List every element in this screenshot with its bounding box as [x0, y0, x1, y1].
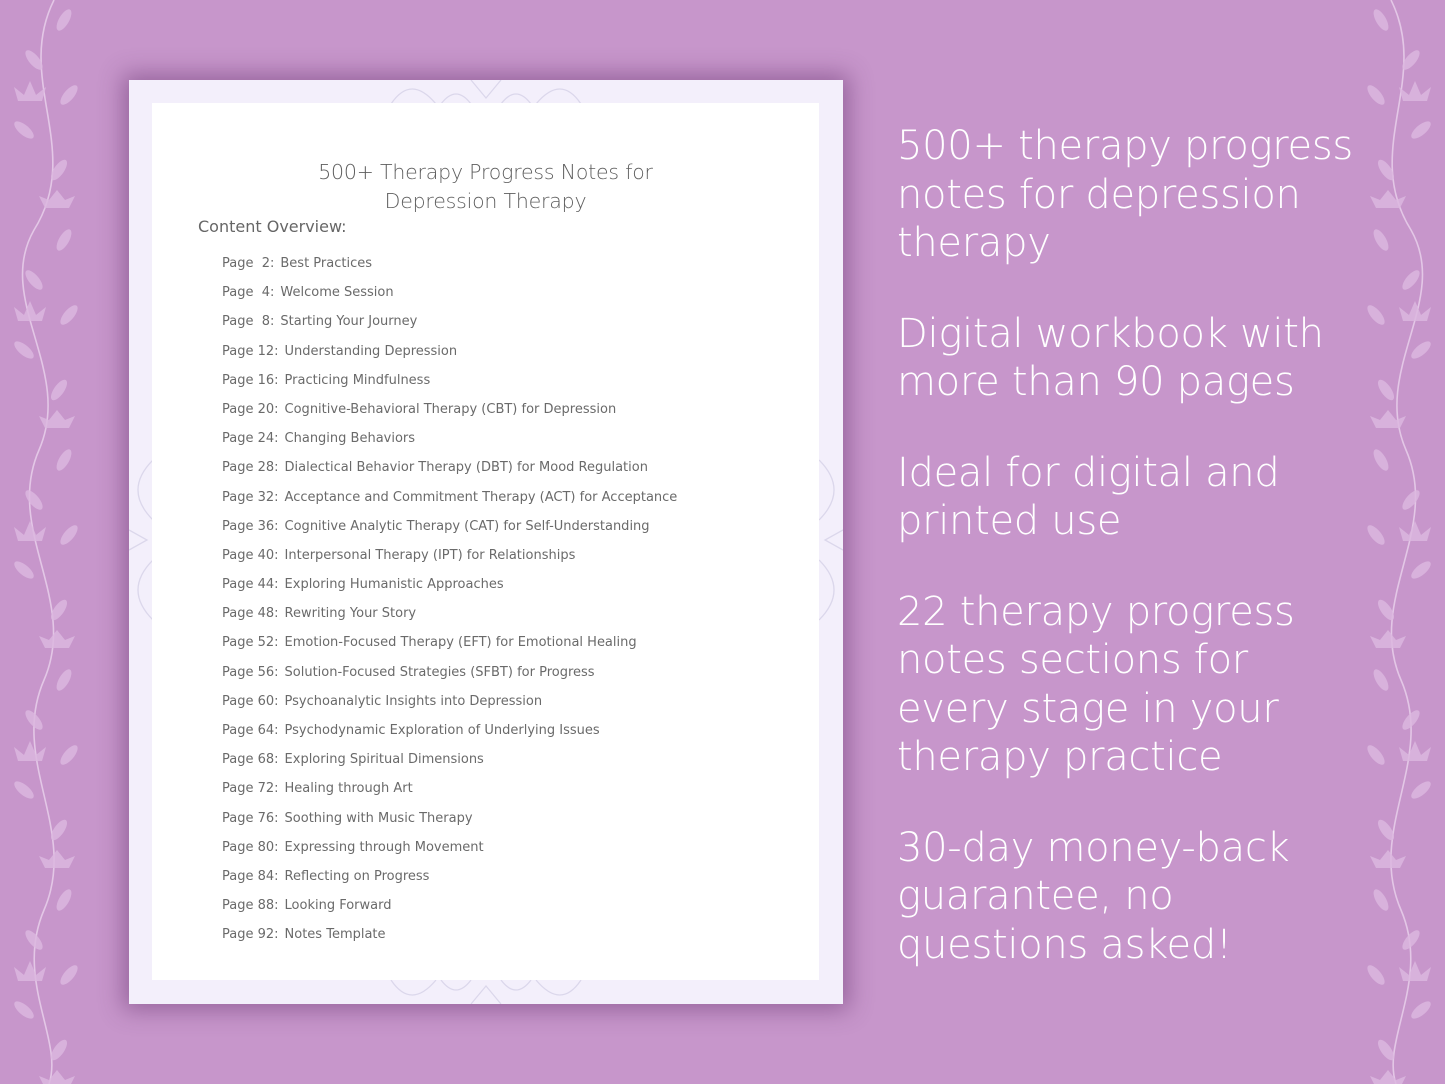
- mandala-top-icon: [381, 80, 591, 104]
- toc-page-number: Page 72:: [222, 781, 279, 797]
- toc-page-number: Page 32:: [222, 489, 279, 505]
- toc-page-number: Page 20:: [222, 401, 279, 417]
- toc-page-number: Page 16:: [222, 372, 279, 388]
- toc-title: Psychoanalytic Insights into Depression: [284, 693, 543, 709]
- toc-title: Rewriting Your Story: [284, 606, 417, 622]
- document-page-preview: [129, 80, 843, 1004]
- toc-item: [222, 809, 677, 838]
- toc-page-number: Page 44:: [222, 577, 279, 593]
- toc-item: [222, 925, 677, 954]
- feature-list: [897, 122, 1367, 1011]
- toc-page-number: Page 64:: [222, 723, 279, 738]
- toc-item: [222, 896, 677, 925]
- toc-item: [222, 838, 677, 867]
- toc-item: [222, 750, 677, 779]
- toc-title: Notes Template: [284, 927, 386, 943]
- document-title-line-1: 500+ Therapy Progress Notes for: [318, 160, 653, 184]
- toc-title: Reflecting on Progress: [284, 868, 430, 884]
- toc-item: [222, 633, 677, 662]
- toc-item: [222, 400, 677, 429]
- toc-title: Looking Forward: [284, 898, 392, 914]
- mandala-right-icon: [819, 450, 843, 630]
- toc-page-number: Page 92:: [222, 927, 279, 943]
- mandala-left-icon: [129, 450, 153, 630]
- content-overview-label: Content Overview:: [198, 217, 347, 236]
- toc-item: [222, 663, 677, 692]
- toc-title: Welcome Session: [280, 285, 394, 301]
- toc-title: Changing Behaviors: [284, 431, 416, 447]
- toc-page-number: Page 56:: [222, 664, 279, 680]
- toc-title: Starting Your Journey: [280, 314, 418, 330]
- toc-page-number: Page 8:: [222, 314, 275, 330]
- toc-title: Practicing Mindfulness: [284, 372, 431, 388]
- feature-item: 22 therapy progress notes sections for every stage in your therapy practice: [897, 588, 1295, 780]
- toc-item: [222, 867, 677, 896]
- toc-page-number: Page 40:: [222, 547, 279, 563]
- toc-item: [222, 254, 677, 283]
- toc-title: Exploring Spiritual Dimensions: [284, 752, 484, 768]
- toc-title: Healing through Art: [284, 781, 413, 797]
- floral-vine-left-icon: [0, 0, 104, 1084]
- toc-page-number: Page 84:: [222, 868, 279, 884]
- toc-item: [222, 312, 677, 341]
- toc-page-number: Page 28:: [222, 460, 279, 476]
- toc-item: [222, 692, 677, 721]
- toc-title: Interpersonal Therapy (IPT) for Relationships: [284, 547, 576, 563]
- toc-page-number: Page 60:: [222, 693, 279, 709]
- toc-title: Best Practices: [280, 256, 373, 271]
- toc-item: [222, 488, 677, 517]
- toc-page-number: Page 48:: [222, 606, 279, 622]
- document-content: [152, 103, 819, 980]
- toc-title: Soothing with Music Therapy: [284, 810, 473, 826]
- toc-page-number: Page 68:: [222, 752, 279, 768]
- toc-item: [222, 458, 677, 487]
- feature-item: Digital workbook with more than 90 pages: [897, 310, 1324, 405]
- toc-page-number: Page 76:: [222, 810, 279, 826]
- toc-item: [222, 779, 677, 808]
- toc-item: [222, 575, 677, 604]
- toc-item: [222, 371, 677, 400]
- toc-item: [222, 517, 677, 546]
- toc-item: [222, 721, 677, 750]
- toc-page-number: Page 52:: [222, 635, 279, 651]
- toc-page-number: Page 88:: [222, 898, 279, 914]
- feature-item: 500+ therapy progress notes for depression therapy: [897, 123, 1353, 266]
- toc-item: [222, 546, 677, 575]
- toc-page-number: Page 4:: [222, 285, 275, 301]
- toc-title: Dialectical Behavior Therapy (DBT) for Mood Regulation: [284, 460, 648, 476]
- toc-title: Psychodynamic Exploration of Underlying Issues: [284, 723, 600, 738]
- toc-title: Emotion-Focused Therapy (EFT) for Emotional Healing: [284, 635, 637, 651]
- document-title-line-2: Depression Therapy: [384, 189, 587, 213]
- toc-item: [222, 342, 677, 371]
- toc-item: [222, 283, 677, 312]
- toc-item: [222, 604, 677, 633]
- table-of-contents: [222, 254, 677, 955]
- mandala-bottom-icon: [381, 980, 591, 1004]
- toc-page-number: Page 12:: [222, 343, 279, 359]
- toc-page-number: Page 2:: [222, 256, 275, 271]
- toc-title: Solution-Focused Strategies (SFBT) for Progress: [284, 664, 595, 680]
- toc-title: Cognitive-Behavioral Therapy (CBT) for Depression: [284, 401, 617, 417]
- feature-item: 30-day money-back guarantee, no questions asked!: [897, 824, 1290, 968]
- toc-page-number: Page 80:: [222, 839, 279, 855]
- toc-title: Exploring Humanistic Approaches: [284, 577, 504, 593]
- toc-title: Understanding Depression: [284, 343, 458, 359]
- toc-item: [222, 429, 677, 458]
- feature-item: Ideal for digital and printed use: [897, 449, 1280, 544]
- document-title: [152, 158, 819, 216]
- toc-title: Expressing through Movement: [284, 839, 484, 855]
- toc-page-number: Page 36:: [222, 518, 279, 534]
- toc-title: Acceptance and Commitment Therapy (ACT) for Acceptance: [284, 489, 678, 505]
- toc-page-number: Page 24:: [222, 431, 279, 447]
- toc-title: Cognitive Analytic Therapy (CAT) for Self-Understanding: [284, 518, 650, 534]
